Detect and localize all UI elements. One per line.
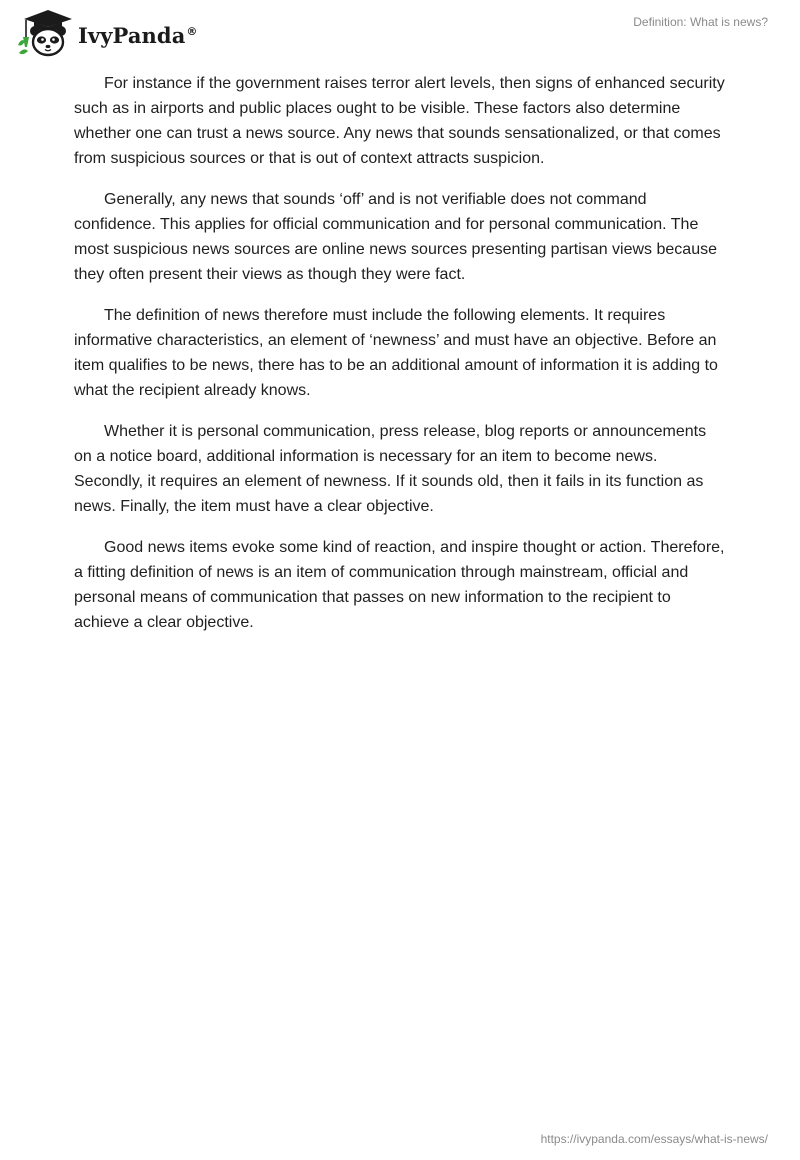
essay-body (74, 71, 726, 651)
paragraph: For instance if the government raises terror alert levels, then signs of enhanced security such as in airports and public places ought to be visible. These factors also determine whether one can trust a news source. Any news that sounds sensationalized, or that comes from suspicious sources or that is out of context attracts suspicion. (74, 75, 725, 167)
paragraph: Generally, any news that sounds ‘off’ and is not verifiable does not command confidence. This applies for official communication and for personal communication. The most suspicious news sources are online news sources presenting partisan views because they often present their views as though they were fact. (74, 191, 717, 283)
ivypanda-logo[interactable] (14, 6, 198, 60)
panda-graduate-icon (14, 7, 76, 59)
paragraph: Good news items evoke some kind of reaction, and inspire thought or action. Therefore, a fitting definition of news is an item of communication through mainstream, official and personal means of communication that passes on new information to the recipient to achieve a clear objective. (74, 539, 725, 631)
paragraph: The definition of news therefore must include the following elements. It requires informative characteristics, an element of ‘newness’ and must have an objective. Before an item qualifies to be news, there has to be an additional amount of information it is adding to what the recipient already knows. (74, 307, 718, 399)
source-url[interactable]: https://ivypanda.com/essays/what-is-news/ (540, 1132, 768, 1146)
page-header (0, 0, 800, 70)
brand-name-text: IvyPanda (78, 22, 186, 48)
brand-name (78, 23, 198, 48)
registered-mark: ® (186, 24, 198, 38)
paragraph: Whether it is personal communication, press release, blog reports or announcements on a notice board, additional information is necessary for an item to become news. Secondly, it requires an element of newness. If it sounds old, then it fails in its function as news. Finally, the item must have a clear objective. (74, 423, 707, 515)
document-title: Definition: What is news? (633, 15, 768, 29)
